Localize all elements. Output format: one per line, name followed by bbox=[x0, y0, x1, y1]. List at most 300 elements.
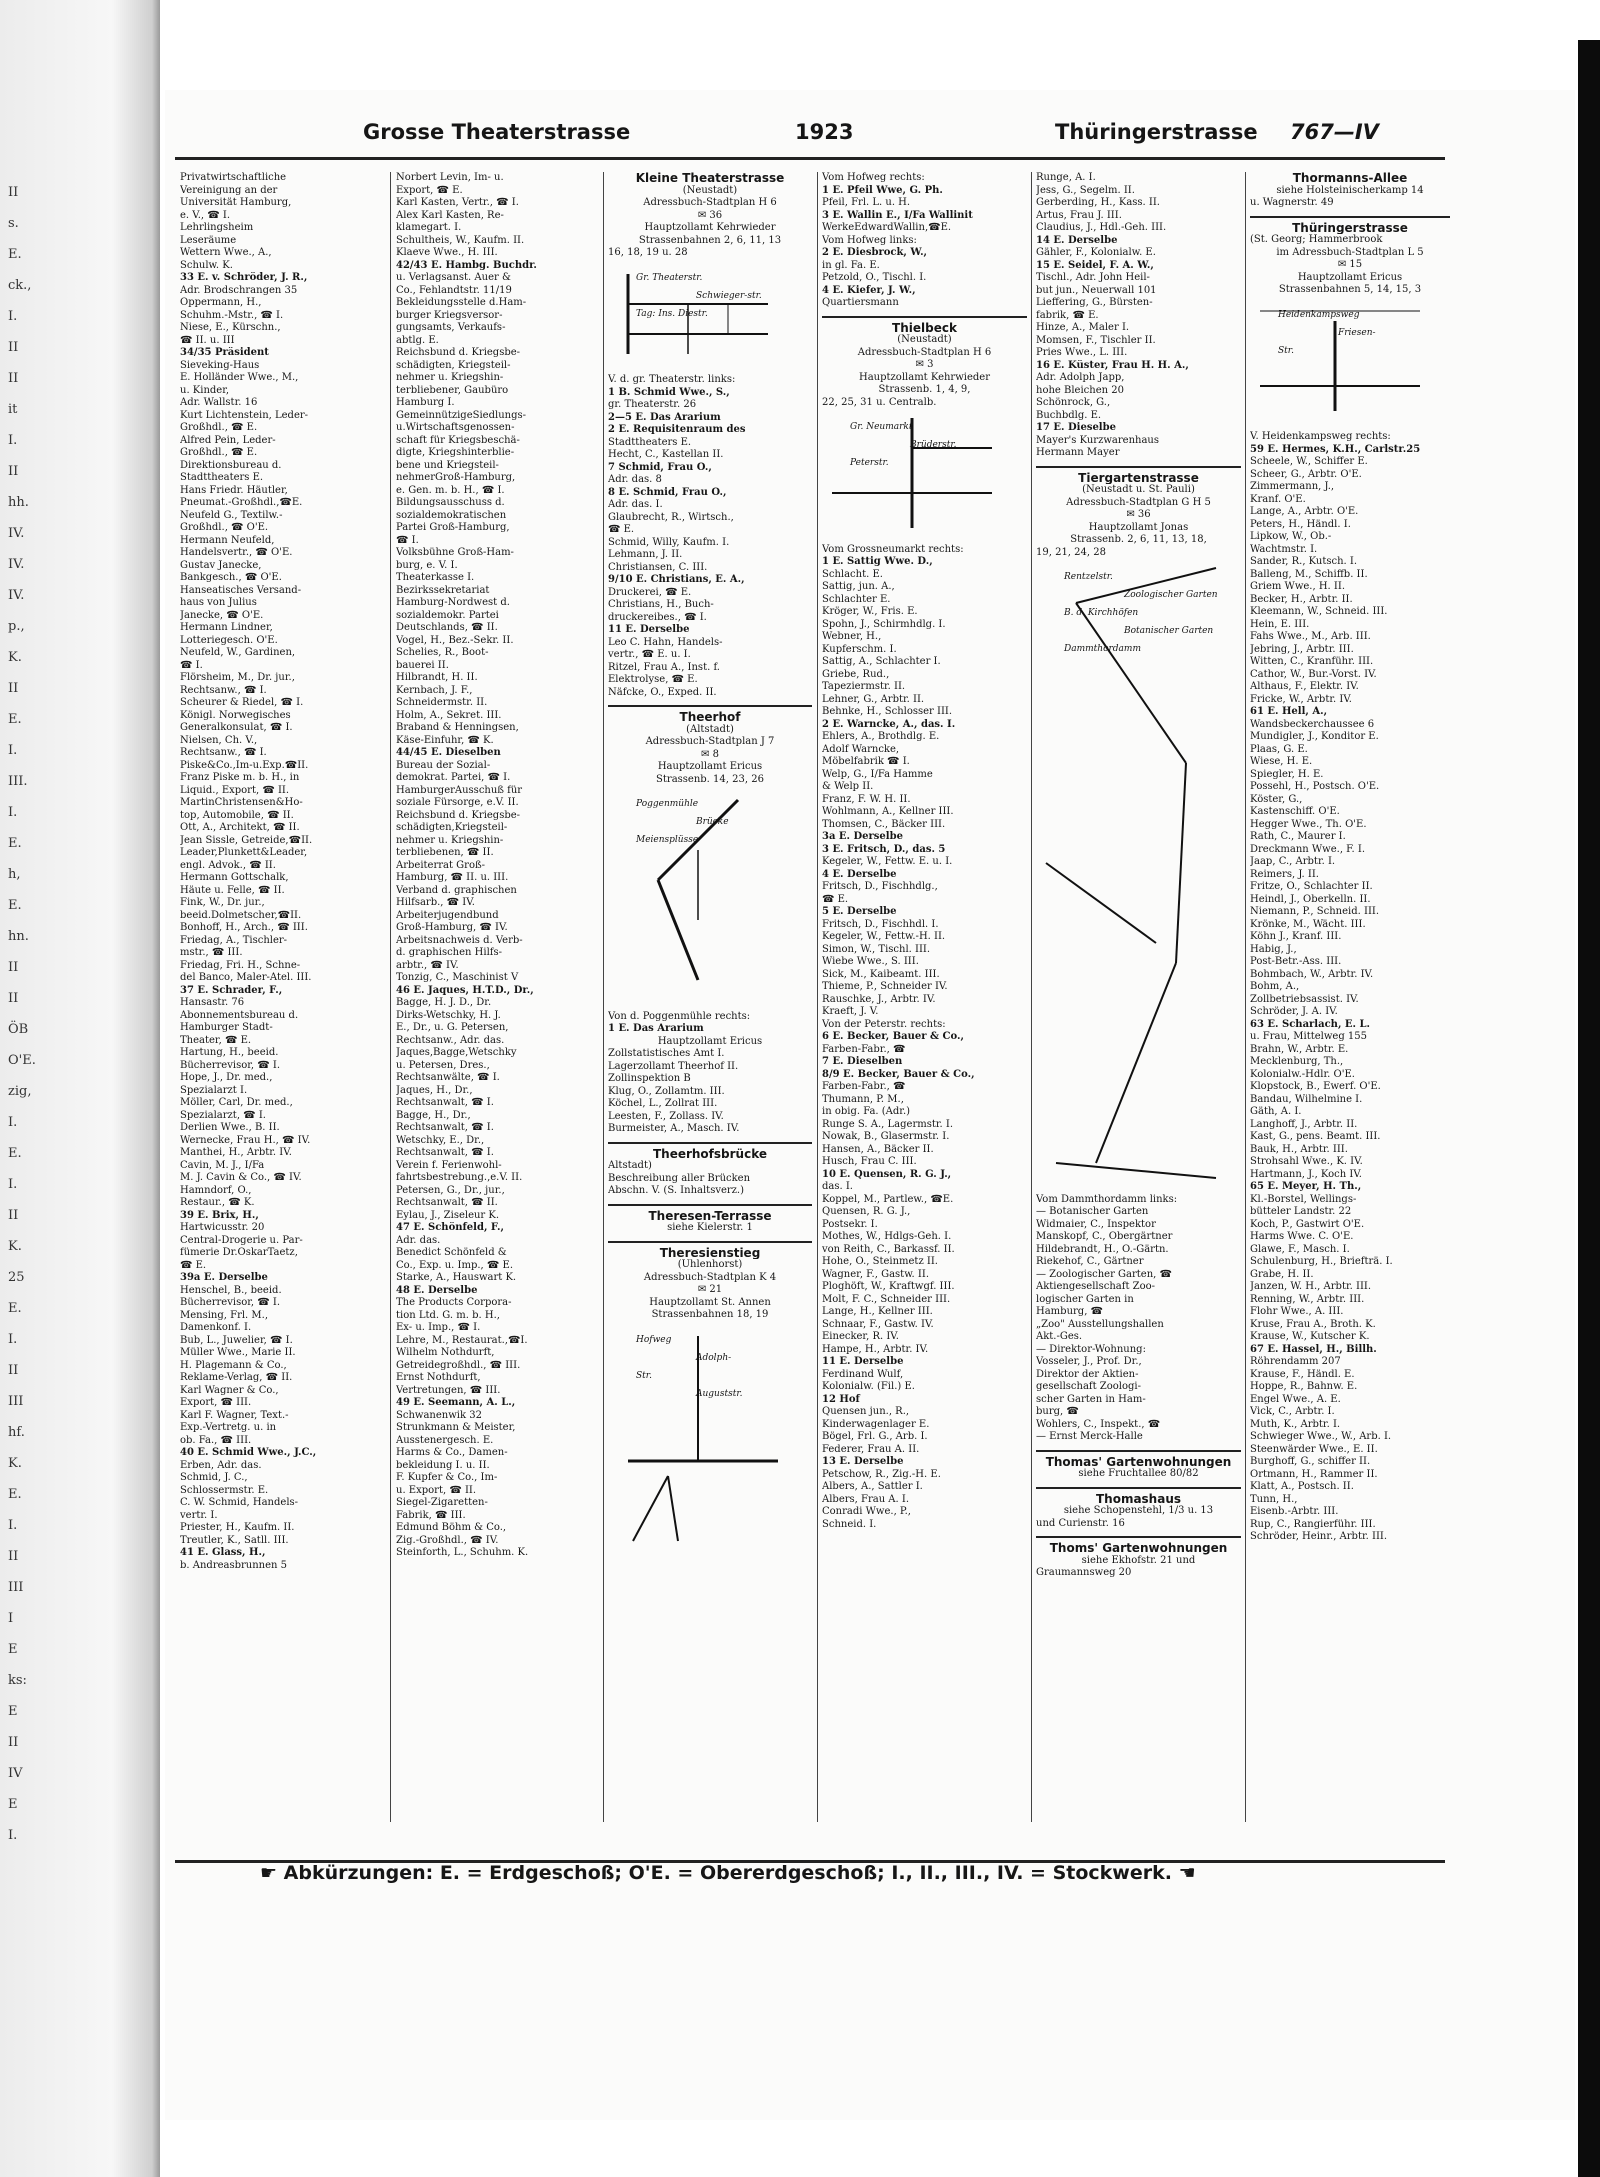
directory-line: Thieme, P., Schneider IV. bbox=[822, 981, 948, 992]
directory-line: ☎ E. bbox=[822, 893, 849, 905]
directory-line: Mecklenburg, Th., bbox=[1250, 1056, 1344, 1067]
directory-line: Engel Wwe., A. E. bbox=[1250, 1393, 1341, 1405]
directory-line: Kupferschm. I. bbox=[822, 643, 897, 655]
directory-line: Piske&Co.,Im-u.Exp.☎II. bbox=[180, 759, 309, 771]
directory-line: d. graphischen Hilfs- bbox=[396, 947, 502, 958]
directory-line: Balleng, M., Schiffb. II. bbox=[1250, 568, 1368, 580]
directory-line: Bezirkssekretariat bbox=[396, 584, 490, 596]
directory-line: Muth, K., Arbtr. I. bbox=[1250, 1418, 1341, 1430]
directory-line: Hamburg I. bbox=[396, 397, 455, 408]
directory-line: 7 E. Dieselben bbox=[822, 1056, 903, 1067]
directory-line: Gustav Janecke, bbox=[180, 559, 262, 571]
directory-line: Alex Karl Kasten, Re- bbox=[396, 209, 504, 221]
margin-fragment: I bbox=[8, 1611, 14, 1626]
directory-line: bauerei II. bbox=[396, 659, 449, 671]
section-rule bbox=[1250, 216, 1450, 218]
directory-line: Verband d. graphischen bbox=[396, 884, 517, 896]
directory-line: von Reith, C., Barkassf. II. bbox=[822, 1243, 955, 1255]
directory-line: Adressbuch-Stadtplan G H 5 bbox=[1066, 496, 1211, 508]
directory-line: fümerie Dr.OskarTaetz, bbox=[180, 1247, 298, 1258]
directory-line: Janecke, ☎ O'E. bbox=[180, 609, 264, 621]
directory-line: E., Dr., u. G. Petersen, bbox=[396, 1022, 509, 1033]
directory-line: Köster, G., bbox=[1250, 793, 1303, 805]
directory-line: 39 E. Brix, H., bbox=[180, 1209, 259, 1221]
directory-line: Vom Grossneumarkt rechts: bbox=[822, 543, 964, 555]
directory-line: Bureau der Sozial- bbox=[396, 759, 491, 771]
directory-line: Direktionsbureau d. bbox=[180, 459, 282, 471]
directory-line: vertr. I. bbox=[180, 1509, 218, 1521]
directory-line: Ehlers, A., Brothdlg. E. bbox=[822, 731, 940, 742]
directory-line: Grabe, H. II. bbox=[1250, 1268, 1314, 1280]
directory-line: Fink, W., Dr. jur., bbox=[180, 897, 265, 908]
directory-line: Conradi Wwe., P., bbox=[822, 1506, 911, 1517]
directory-line: Köhn J., Kranf. III. bbox=[1250, 931, 1342, 942]
directory-line: Postsekr. I. bbox=[822, 1218, 878, 1230]
directory-line: Adr. Brodschrangen 35 bbox=[180, 284, 298, 296]
map-label: Brüderstr. bbox=[910, 440, 957, 450]
map-label: Heidenkampsweg bbox=[1278, 309, 1360, 320]
margin-fragment: ÖB bbox=[8, 1022, 29, 1037]
directory-line: Artus, Frau J. III. bbox=[1036, 209, 1122, 221]
directory-line: (Altstadt) bbox=[686, 723, 734, 735]
directory-line: nehmerGroß-Hamburg, bbox=[396, 472, 516, 483]
directory-line: Pneumat.-Großhdl.,☎E. bbox=[180, 497, 303, 508]
margin-fragment: IV. bbox=[8, 526, 25, 541]
directory-line: (Neustadt) bbox=[897, 334, 952, 345]
directory-line: Strassenbahnen 5, 14, 15, 3 bbox=[1278, 284, 1422, 295]
directory-line: Sattig, A., Schlachter I. bbox=[822, 656, 941, 667]
directory-line: Klug, O., Zollamtm. III. bbox=[608, 1085, 725, 1097]
directory-line: top, Automobile, ☎ II. bbox=[180, 809, 294, 821]
directory-line: Koppel, M., Partlew., ☎E. bbox=[822, 1193, 954, 1205]
directory-line: u. Frau, Mittelweg 155 bbox=[1250, 1031, 1368, 1042]
directory-line: Hilfsarb., ☎ IV. bbox=[396, 897, 475, 908]
directory-line: Rechtsanw., ☎ I. bbox=[180, 747, 267, 758]
directory-line: 3a E. Derselbe bbox=[822, 831, 903, 842]
directory-line: Vereinigung an der bbox=[180, 184, 278, 196]
directory-line: Fritsch, D., Fischhdl. I. bbox=[822, 918, 939, 930]
column-divider bbox=[603, 172, 604, 1822]
directory-line: F. Kupfer & Co., Im- bbox=[396, 1472, 498, 1483]
directory-line: Riekehof, C., Gärtner bbox=[1036, 1256, 1144, 1267]
directory-line: The Products Corpora- bbox=[396, 1297, 512, 1308]
directory-line: Rechtsanwälte, ☎ I. bbox=[396, 1072, 500, 1083]
directory-line: Theaterkasse I. bbox=[396, 572, 475, 583]
directory-line: 39a E. Derselbe bbox=[180, 1272, 268, 1283]
map-label: Tag: Ins. Diestr. bbox=[636, 308, 708, 319]
directory-line: Griem Wwe., H. II. bbox=[1250, 581, 1345, 592]
directory-line: Derlien Wwe., B. II. bbox=[180, 1122, 280, 1133]
directory-line: Von d. Poggenmühle rechts: bbox=[608, 1010, 751, 1022]
directory-line: Stadttheaters E. bbox=[608, 436, 692, 448]
margin-fragment: IV bbox=[8, 1766, 23, 1781]
directory-line: Hamburg-Nordwest d. bbox=[396, 597, 510, 608]
directory-line: Schultheis, W., Kaufm. II. bbox=[396, 234, 525, 246]
directory-line: ✉ 15 bbox=[1337, 259, 1363, 270]
directory-line: Christiansen, C. III. bbox=[608, 561, 708, 573]
map-label: Gr. Neumarkt bbox=[850, 422, 913, 432]
directory-line: Starke, A., Hauswart K. bbox=[396, 1272, 517, 1283]
directory-line: 6 E. Becker, Bauer & Co., bbox=[822, 1031, 964, 1042]
margin-fragment: I. bbox=[8, 1177, 18, 1192]
directory-line: Hartwicusstr. 20 bbox=[180, 1222, 265, 1233]
directory-line: Lieffering, G., Bürsten- bbox=[1036, 297, 1153, 308]
map-label: Meiensplüsse bbox=[636, 835, 699, 845]
directory-line: Kruse, Frau A., Broth. K. bbox=[1250, 1318, 1376, 1330]
directory-line: Hamburg, ☎ bbox=[1036, 1306, 1104, 1317]
directory-line: Partei Groß-Hamburg, bbox=[396, 522, 510, 533]
directory-line: Vick, C., Arbtr. I. bbox=[1250, 1406, 1335, 1417]
margin-fragment: zig, bbox=[8, 1084, 32, 1099]
directory-line: 37 E. Schrader, F., bbox=[180, 984, 283, 996]
directory-line: u. Export, ☎ II. bbox=[396, 1484, 477, 1496]
directory-line: Möller, Carl, Dr. med., bbox=[180, 1097, 293, 1108]
directory-line: Rechtsanwalt, ☎ I. bbox=[396, 1122, 494, 1133]
directory-line: „Zoo" Ausstellungshallen bbox=[1036, 1318, 1164, 1330]
directory-line: ☎ E. bbox=[608, 524, 635, 535]
directory-line: Farben-Fabr., ☎ bbox=[822, 1043, 906, 1055]
directory-line: ✉ 21 bbox=[697, 1284, 723, 1295]
directory-line: 11 E. Derselbe bbox=[822, 1356, 904, 1367]
directory-line: ✉ 36 bbox=[1126, 509, 1151, 520]
directory-line: Bagge, H., Dr., bbox=[396, 1109, 471, 1121]
map-label: Adolph- bbox=[696, 1352, 732, 1363]
directory-line: Kraeft, J. V. bbox=[822, 1006, 879, 1017]
directory-line: Vom Hofweg links: bbox=[822, 234, 917, 246]
directory-line: Karl Wagner & Co., bbox=[180, 1384, 279, 1396]
directory-line: Plaas, G. E. bbox=[1250, 743, 1308, 755]
directory-line: Krause, F., Händl. E. bbox=[1250, 1368, 1355, 1380]
directory-line: Christians, H., Buch- bbox=[608, 599, 714, 610]
map-label: Str. bbox=[1278, 345, 1294, 356]
directory-line: Bögel, Frl. G., Arb. I. bbox=[822, 1431, 928, 1442]
directory-line: Stadttheaters E. bbox=[180, 472, 264, 483]
directory-line: E. Holländer Wwe., M., bbox=[180, 372, 299, 383]
directory-line: Flörsheim, M., Dr. jur., bbox=[180, 672, 295, 683]
directory-line: Schmid, Willy, Kaufm. I. bbox=[608, 536, 730, 548]
directory-line: Widmaier, C., Inspektor bbox=[1036, 1218, 1156, 1230]
directory-line: Arbeiterrat Groß- bbox=[396, 859, 486, 871]
directory-line: engl. Advok., ☎ II. bbox=[180, 859, 276, 871]
directory-line: Kröger, W., Fris. E. bbox=[822, 606, 918, 617]
directory-line: 4 E. Derselbe bbox=[822, 868, 897, 880]
directory-line: Kinderwagenlager E. bbox=[822, 1418, 930, 1430]
directory-line: Arbeiterjugendbund bbox=[396, 909, 499, 921]
directory-line: Bohm, A., bbox=[1250, 981, 1300, 992]
directory-line: Kolonialw. (Fil.) E. bbox=[822, 1381, 915, 1392]
map-label: Schwieger-str. bbox=[696, 290, 762, 301]
directory-line: Sieveking-Haus bbox=[180, 359, 260, 371]
directory-line: bütteler Landstr. 22 bbox=[1250, 1206, 1352, 1217]
directory-line: 34/35 Präsident bbox=[180, 347, 269, 358]
directory-line: Akt.-Ges. bbox=[1036, 1331, 1083, 1342]
directory-line: Vom Dammthordamm links: bbox=[1036, 1193, 1178, 1205]
margin-fragment: II bbox=[8, 1549, 19, 1564]
directory-line: Großhdl., ☎ O'E. bbox=[180, 522, 269, 533]
directory-line: Schlossermstr. E. bbox=[180, 1484, 269, 1496]
directory-line: soziale Fürsorge, e.V. II. bbox=[396, 797, 519, 808]
directory-line: 19, 21, 24, 28 bbox=[1036, 546, 1106, 558]
directory-line: 33 E. v. Schröder, J. R., bbox=[180, 272, 308, 283]
directory-line: Peters, H., Händl. I. bbox=[1250, 518, 1351, 530]
directory-line: Priester, H., Kaufm. II. bbox=[180, 1522, 295, 1533]
directory-line: 1 E. Sattig Wwe. D., bbox=[822, 556, 933, 567]
map-label: Gr. Theaterstr. bbox=[636, 272, 703, 283]
directory-line: Schneid. I. bbox=[822, 1518, 877, 1530]
directory-line: Quartiersmann bbox=[822, 297, 899, 308]
directory-line: siehe Kielerstr. 1 bbox=[667, 1222, 753, 1233]
directory-line: in gl. Fa. E. bbox=[822, 259, 880, 271]
directory-line: Schneidermstr. II. bbox=[396, 697, 488, 708]
directory-line: Gerberding, H., Kass. II. bbox=[1036, 197, 1160, 208]
directory-line: Näfcke, O., Exped. II. bbox=[608, 686, 717, 698]
directory-line: Adr. das. 8 bbox=[608, 474, 662, 485]
directory-line: 1 E. Pfeil Wwe, G. Ph. bbox=[822, 184, 943, 196]
directory-line: im Adressbuch-Stadtplan L 5 bbox=[1276, 246, 1424, 258]
map-label: Dammthordamm bbox=[1064, 644, 1141, 654]
margin-fragment: III. bbox=[8, 774, 28, 789]
directory-line: Tonzig, C., Maschinist V bbox=[396, 972, 519, 983]
scan-border bbox=[1578, 40, 1600, 2177]
directory-line: Hauptzollamt St. Annen bbox=[649, 1296, 771, 1308]
directory-line: Runge S. A., Lagermstr. I. bbox=[822, 1118, 954, 1130]
directory-line: burg, ☎ bbox=[1036, 1406, 1079, 1417]
directory-line: Quensen jun., R., bbox=[822, 1406, 910, 1417]
street-heading: Kleine Theaterstrasse bbox=[635, 172, 785, 185]
directory-line: Thumann, P. M., bbox=[822, 1093, 904, 1105]
directory-line: Hoppe, R., Bahnw. E. bbox=[1250, 1381, 1358, 1392]
directory-line: in obig. Fa. (Adr.) bbox=[822, 1106, 911, 1117]
directory-line: Hegger Wwe., Th. O'E. bbox=[1250, 818, 1367, 830]
directory-line: Glaubrecht, R., Wirtsch., bbox=[608, 511, 734, 523]
directory-line: Holm, A., Sekret. III. bbox=[396, 709, 502, 721]
directory-line: Benedict Schönfeld & bbox=[396, 1247, 507, 1258]
directory-line: Volksbühne Groß-Ham- bbox=[396, 547, 514, 558]
directory-line: Spohn, J., Schirmhdlg. I. bbox=[822, 618, 946, 630]
directory-line: Schelies, R., Boot- bbox=[396, 647, 489, 658]
directory-line: Klaeve Wwe., H. III. bbox=[396, 247, 498, 258]
directory-line: (St. Georg; Hammerbrook bbox=[1250, 234, 1383, 245]
directory-line: 46 E. Jaques, H.T.D., Dr., bbox=[396, 984, 534, 996]
directory-line: Leesten, F., Zollass. IV. bbox=[608, 1110, 724, 1122]
map-label: Poggenmühle bbox=[636, 799, 699, 809]
directory-line: terbliebenen, ☎ II. bbox=[396, 847, 494, 858]
margin-fragment: E. bbox=[8, 1146, 22, 1161]
directory-line: Tunn, H., bbox=[1250, 1493, 1298, 1505]
directory-line: Zollinspektion B bbox=[608, 1073, 691, 1084]
directory-line: siehe Holsteinischerkamp 14 bbox=[1276, 184, 1424, 196]
street-map-map1 bbox=[608, 264, 812, 369]
directory-line: Kolonialw.-Hdlr. O'E. bbox=[1250, 1068, 1355, 1080]
section-rule bbox=[1036, 1450, 1241, 1452]
directory-line: Vom Hofweg rechts: bbox=[822, 172, 925, 183]
directory-line: Zig.-Großhdl., ☎ IV. bbox=[396, 1534, 499, 1546]
directory-line: Jaap, C., Arbtr. I. bbox=[1250, 856, 1336, 867]
directory-line: Wagner, F., Gastw. II. bbox=[822, 1268, 929, 1280]
street-heading: Tiergartenstrasse bbox=[1078, 471, 1199, 484]
margin-fragment: O'E. bbox=[8, 1053, 36, 1068]
directory-line: bene und Kriegsteil- bbox=[396, 459, 499, 471]
directory-line: Druckerei, ☎ E. bbox=[608, 586, 692, 598]
directory-line: Neufeld, W., Gardinen, bbox=[180, 647, 296, 658]
directory-line: Schnaar, F., Gastw. IV. bbox=[822, 1318, 934, 1330]
directory-line: Reichsbund d. Kriegsbe- bbox=[396, 347, 521, 358]
directory-line: Mensing, Frl. M., bbox=[180, 1309, 268, 1321]
directory-line: Kurt Lichtenstein, Leder- bbox=[180, 409, 309, 421]
directory-line: Adr. Wallstr. 16 bbox=[180, 397, 258, 408]
directory-line: Universität Hamburg, bbox=[180, 197, 292, 208]
directory-line: Jess, G., Segelm. II. bbox=[1036, 184, 1135, 196]
margin-fragment: ck., bbox=[8, 278, 32, 293]
directory-line: Cavin, M. J., I/Fa bbox=[180, 1159, 265, 1171]
directory-line: Direktor der Aktien- bbox=[1036, 1368, 1139, 1380]
directory-line: Groß-Hamburg, ☎ IV. bbox=[396, 922, 508, 933]
margin-fragment: II bbox=[8, 464, 19, 479]
directory-line: Franz Piske m. b. H., in bbox=[180, 772, 300, 783]
map-label: Str. bbox=[636, 1370, 652, 1381]
directory-line: Schröder, Heinr., Arbtr. III. bbox=[1250, 1531, 1388, 1542]
directory-line: Bekleidungsstelle d.Ham- bbox=[396, 297, 527, 308]
directory-line: Schlachter E. bbox=[822, 593, 891, 605]
directory-line: — Direktor-Wohnung: bbox=[1036, 1343, 1146, 1355]
directory-line: Siegel-Zigaretten- bbox=[396, 1497, 488, 1508]
directory-line: u. Petersen, Dres., bbox=[396, 1059, 490, 1071]
directory-line: Hohe, O., Steinmetz II. bbox=[822, 1256, 938, 1267]
directory-line: (Uhlenhorst) bbox=[677, 1259, 743, 1270]
margin-fragment: I. bbox=[8, 1332, 18, 1347]
margin-fragment: IV. bbox=[8, 557, 25, 572]
directory-line: Lagerzollamt Theerhof II. bbox=[608, 1060, 739, 1072]
directory-line: 4 E. Kiefer, J. W., bbox=[822, 284, 916, 296]
directory-line: 1 E. Das Ärarium bbox=[608, 1023, 704, 1034]
directory-line: Jaques, H., Dr., bbox=[396, 1084, 473, 1096]
margin-fragment: h, bbox=[8, 867, 21, 882]
directory-line: u. Kinder, bbox=[180, 384, 230, 396]
directory-line: Lotteriegesch. O'E. bbox=[180, 634, 278, 646]
directory-line: gungsamts, Verkaufs- bbox=[396, 322, 506, 333]
margin-fragment: K. bbox=[8, 1239, 22, 1254]
margin-fragment: ks: bbox=[8, 1673, 27, 1688]
directory-line: und Curienstr. 16 bbox=[1036, 1517, 1125, 1529]
column-2 bbox=[396, 172, 599, 1822]
directory-line: Cathor, W., Bur.-Vorst. IV. bbox=[1250, 668, 1377, 680]
directory-line: Burghoff, G., schiffer II. bbox=[1250, 1456, 1371, 1467]
directory-line: 8 E. Schmid, Frau O., bbox=[608, 486, 727, 498]
directory-line: Renning, W., Arbtr. III. bbox=[1250, 1293, 1365, 1305]
directory-line: Hampe, H., Arbtr. IV. bbox=[822, 1343, 929, 1355]
directory-line: abtlg. E. bbox=[396, 334, 439, 346]
directory-line: Elektrolyse, ☎ E. bbox=[608, 674, 698, 685]
directory-line: ✉ 8 bbox=[701, 748, 719, 760]
directory-line: Kl.-Borstel, Wellings- bbox=[1250, 1193, 1357, 1205]
running-header bbox=[175, 120, 1445, 152]
directory-line: Lehmann, J. II. bbox=[608, 549, 683, 560]
directory-line: 65 E. Meyer, H. Th., bbox=[1250, 1181, 1362, 1192]
directory-line: Alfred Pein, Leder- bbox=[180, 434, 276, 446]
directory-line: Treutler, K., Satll. III. bbox=[180, 1534, 289, 1546]
directory-line: Ritzel, Frau A., Inst. f. bbox=[608, 661, 720, 673]
directory-line: Hilbrandt, H. II. bbox=[396, 672, 478, 683]
directory-line: Rechtsanw., Adr. das. bbox=[396, 1034, 505, 1046]
directory-line: 5 E. Derselbe bbox=[822, 906, 897, 917]
directory-line: Flohr Wwe., A. III. bbox=[1250, 1306, 1344, 1317]
directory-line: scher Garten in Ham- bbox=[1036, 1393, 1146, 1405]
directory-line: Momsen, F., Tischler II. bbox=[1036, 334, 1156, 346]
street-heading: Theresen-Terrasse bbox=[648, 1209, 772, 1222]
directory-line: Bauk, H., Arbtr. III. bbox=[1250, 1143, 1348, 1155]
directory-line: 1 B. Schmid Wwe., S., bbox=[608, 386, 730, 398]
section-rule bbox=[1036, 1536, 1241, 1538]
directory-line: siehe Schopenstehl, 1/3 u. 13 bbox=[1063, 1505, 1214, 1516]
directory-line: 14 E. Derselbe bbox=[1036, 234, 1118, 246]
directory-line: Exp.-Vertretg. u. in bbox=[180, 1422, 277, 1433]
directory-line: Niese, E., Kürschn., bbox=[180, 322, 281, 333]
directory-line: 7 Schmid, Frau O., bbox=[608, 461, 712, 473]
directory-line: Käse-Einfuhr, ☎ K. bbox=[396, 734, 494, 746]
directory-line: Eylau, J., Ziseleur K. bbox=[396, 1209, 500, 1221]
directory-line: Scheele, W., Schiffer E. bbox=[1250, 456, 1368, 467]
directory-line: Lehre, M., Restaurat.,☎I. bbox=[396, 1334, 528, 1346]
directory-line: Rup, C., Rangierführ. III. bbox=[1250, 1518, 1376, 1530]
directory-line: Großhdl., ☎ E. bbox=[180, 447, 258, 458]
directory-line: 3 E. Fritsch, D., das. 5 bbox=[822, 843, 946, 855]
directory-line: Abschn. V. (S. Inhaltsverz.) bbox=[608, 1185, 745, 1196]
directory-line: Nielsen, Ch. V., bbox=[180, 734, 258, 746]
street-map-map5 bbox=[1036, 563, 1241, 1188]
margin-fragment: II bbox=[8, 991, 19, 1006]
directory-line: 13 E. Derselbe bbox=[822, 1456, 904, 1467]
directory-line: 22, 25, 31 u. Centralb. bbox=[822, 396, 937, 408]
directory-line: 42/43 E. Hambg. Buchdr. bbox=[396, 259, 537, 271]
directory-line: Schulenburg, H., Briefträ. I. bbox=[1250, 1256, 1393, 1267]
directory-line: 2—5 E. Das Ärarium bbox=[608, 411, 721, 423]
directory-line: Post-Betr.-Ass. III. bbox=[1250, 956, 1342, 967]
directory-line: Quensen, R. G. J., bbox=[822, 1206, 911, 1217]
margin-fragment: III bbox=[8, 1580, 24, 1595]
directory-line: ob. Fa., ☎ III. bbox=[180, 1434, 252, 1446]
directory-line: nehmer u. Kriegshin- bbox=[396, 834, 504, 846]
directory-line: Bandau, Wilhelmine I. bbox=[1250, 1093, 1363, 1105]
directory-line: schaft für Kriegsbeschä- bbox=[396, 434, 520, 446]
directory-line: Hamburger Stadt- bbox=[180, 1022, 273, 1033]
directory-line: 12 Hof bbox=[822, 1393, 860, 1405]
directory-line: Petschow, R., Zig.-H. E. bbox=[822, 1468, 941, 1480]
directory-line: Langhoff, J., Arbtr. II. bbox=[1250, 1118, 1358, 1130]
directory-line: Hermann Mayer bbox=[1036, 447, 1120, 458]
street-heading: Thüringerstrasse bbox=[1292, 221, 1408, 234]
margin-fragment: II bbox=[8, 1735, 19, 1750]
street-heading: Theerhof bbox=[679, 711, 741, 724]
directory-line: Schwanenwik 32 bbox=[396, 1409, 482, 1421]
directory-line: Co., Fehlandtstr. 11/19 bbox=[396, 284, 512, 296]
margin-fragment: II bbox=[8, 371, 19, 386]
directory-line: Wachtmstr. I. bbox=[1250, 543, 1318, 555]
directory-line: Runge, A. I. bbox=[1036, 172, 1096, 183]
directory-line: Dirks-Wetschky, H. J. bbox=[396, 1009, 501, 1021]
directory-line: 2 E. Diesbrock, W., bbox=[822, 247, 928, 258]
directory-line: Bildungsausschuss d. bbox=[396, 497, 505, 508]
directory-line: Verein f. Ferienwohl- bbox=[396, 1159, 502, 1171]
directory-line: Hermann Lindner, bbox=[180, 622, 273, 633]
directory-line: Hamburg, ☎ II. u. III. bbox=[396, 872, 509, 883]
directory-line: Hermann Neufeld, bbox=[180, 534, 275, 546]
directory-line: Lipkow, W., Ob.- bbox=[1250, 531, 1332, 542]
margin-fragment: E bbox=[8, 1704, 18, 1719]
directory-line: Witten, C., Kranführ. III. bbox=[1250, 656, 1374, 667]
directory-line: Reimers, J. II. bbox=[1250, 868, 1319, 880]
directory-line: Albers, A., Sattler I. bbox=[822, 1481, 923, 1492]
directory-line: Vogel, H., Bez.-Sekr. II. bbox=[396, 634, 514, 646]
